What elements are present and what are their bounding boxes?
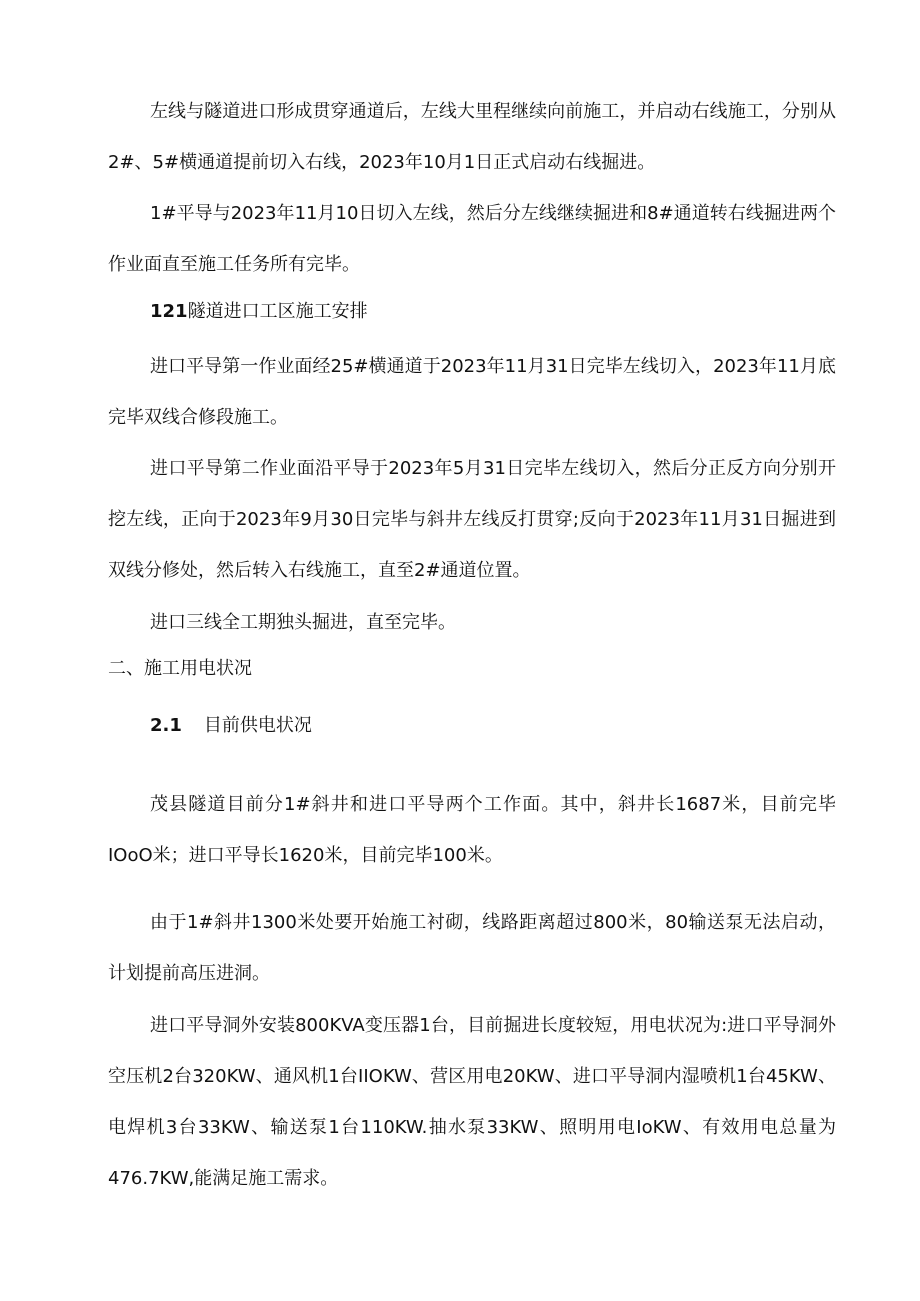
heading-2-1	[150, 711, 312, 741]
paragraph-entrance-second-face: 进口平导第二作业面沿平导于2023年5月31日完毕左线切入，然后分正反方向分别开挖左线，正向于2023年9月30日完毕与斜井左线反打贯穿;反向于2023年11月31日掘进到双线分修处，然后转入右线施工，直至2#通道位置。	[108, 458, 836, 581]
heading-2-1-number: 2.1	[150, 715, 182, 736]
paragraph-pilot-tunnel-1: 1#平导与2023年11月10日切入左线，然后分左线继续掘进和8#通道转右线掘进两个作业面直至施工任务所有完毕。	[108, 203, 836, 275]
paragraph-entrance-first-face: 进口平导第一作业面经25#横通道于2023年11月31日完毕左线切入，2023年11月底完毕双线合修段施工。	[108, 356, 836, 428]
heading-121-text: 隧道进口工区施工安排	[187, 301, 368, 322]
paragraph-left-line-penetration: 左线与隧道进口形成贯穿通道后，左线大里程继续向前施工，并启动右线施工，分别从2#、5#横通道提前切入右线，2023年10月1日正式启动右线掘进。	[108, 101, 836, 173]
heading-121-number: 121	[150, 301, 188, 322]
paragraph-power-usage: 进口平导洞外安装800KVA变压器1台，目前掘进长度较短，用电状况为:进口平导洞外空压机2台320KW、通风机1台IIOKW、营区用电20KW、进口平导洞内湿喷机1台45KW、电焊机3台33KW、输送泵1台110KW.抽水泵33KW、照明用电IoKW、有效用电总量为476.7KW,能满足施工需求。	[108, 1015, 836, 1189]
paragraph-entrance-three-lines: 进口三线全工期独头掘进，直至完毕。	[150, 612, 456, 633]
paragraph-maoxian-tunnel: 茂县隧道目前分1#斜井和进口平导两个工作面。其中，斜井长1687米，目前完毕IOoO米；进口平导长1620米，目前完毕100米。	[108, 794, 836, 866]
heading-2-1-text: 目前供电状况	[203, 715, 312, 736]
section-heading-power: 二、施工用电状况	[108, 658, 252, 679]
paragraph-inclined-shaft: 由于1#斜井1300米处要开始施工衬砌，线路距离超过800米，80输送泵无法启动，计划提前高压进洞。	[108, 912, 836, 984]
heading-121	[150, 297, 368, 327]
